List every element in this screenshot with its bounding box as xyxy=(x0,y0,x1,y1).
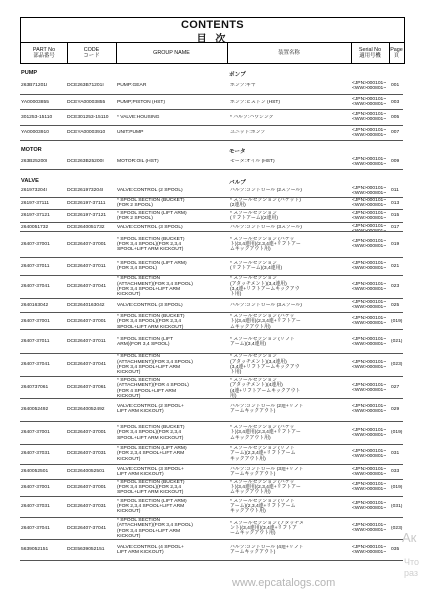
jp-name-cell: * スプールセクション (アタッチメント)(3,4連用) (3,4連+リフトアームキックアウ ト用) xyxy=(230,276,300,298)
group-name-cell: * SPOOL SECTION (BUCKET) (FOR 2 SPOOL) xyxy=(117,198,185,209)
table-row xyxy=(20,126,403,140)
page-cell: (019) xyxy=(391,484,403,490)
code-cell: DCE2640052501 xyxy=(67,469,105,475)
serial-cell: <JPN>000101~ <WW>000801~ xyxy=(352,239,387,250)
serial-cell: <JPN>000101~ <WW>000801~ xyxy=(352,261,387,272)
jp-name-cell: バルブ:コントロール (4連+リフト アームキックアウト) xyxy=(230,544,304,555)
jp-name-cell: * スプールセクション (バケッ ト)(3,4連用)(2,3,4連+リフトアー ムキックアウト用) xyxy=(230,425,301,441)
watermark-site: www.epcatalogs.com xyxy=(232,577,336,589)
table-row xyxy=(20,96,403,109)
page-cell: (019) xyxy=(391,430,403,436)
group-name-cell: VALVE:CONTROL (2 SPOOL+ LIFT ARM KICKOUT) xyxy=(117,404,184,415)
group-name-cell: * SPOOL SECTION (BUCKET) (FOR 3,4 SPOOL)(FOR 2,3,4 SPOOL+LIFT ARM KICKOUT) xyxy=(117,314,185,330)
group-name-cell: * VALVE:HOUSING xyxy=(117,114,160,120)
jp-name-cell: * スプールセクション (リフトアーム)(2連用) xyxy=(230,210,279,221)
group-name-cell: * SPOOL SECTION (BUCKET) (FOR 3,4 SPOOL)(FOR 2,3,4 SPOOL+LIFT ARM KICKOUT) xyxy=(117,425,185,441)
table-row xyxy=(20,232,403,257)
section-title-jp: ポンプ xyxy=(229,72,246,78)
code-cell: DCE2640163042 xyxy=(67,302,105,308)
group-name-cell: VALVE:CONTROL (3 SPOOL) xyxy=(117,224,183,230)
jp-name-cell: バルブ:コントロール (3連+リフト アームキックアウト) xyxy=(230,466,304,477)
code-cell: DCE263B71201I xyxy=(67,83,104,89)
table-row xyxy=(20,224,403,235)
jp-name-cell: バルブ:コントロール (2スプール) xyxy=(230,188,302,194)
jp-name-cell: * スプールセクション (リフト アーム)(2,3,4連+リフトアーム キックアウト用) xyxy=(230,498,296,515)
jp-name-cell: * スプールセクション (アタッチメント)(4連用) (4連+リフトアームキックアウト 用) xyxy=(230,378,301,399)
group-name-cell: MOTOR:OIL (HST) xyxy=(117,159,159,165)
serial-cell: <JPN>000101~ <WW>000801~ xyxy=(352,127,387,138)
code-cell: DCE26407-37001 xyxy=(67,241,107,247)
jp-name-cell: ポンプ:ピストン (HST) xyxy=(230,99,280,105)
page-cell: 017 xyxy=(391,224,400,230)
serial-cell: <JPN>000101~ <WW>000801~ xyxy=(352,523,387,534)
table-row xyxy=(20,258,403,275)
jp-name-cell: * スプールセクション (リフト アーム)(3,4連用) xyxy=(230,336,295,347)
code-cell: DCE26407-37031 xyxy=(67,451,107,457)
part-number-cell: 26407-37001 xyxy=(21,484,50,490)
group-name-cell: * SPOOL SECTION (LIFT ARM) (FOR 2,3,4 SPOOL+LIFT ARM KICKOUT) xyxy=(117,446,187,462)
row-divider xyxy=(20,560,403,561)
group-name-cell: UNIT:PUMP xyxy=(117,130,144,136)
title-box xyxy=(20,17,405,43)
code-cell: DCEYA00003855 xyxy=(67,99,106,105)
table-row xyxy=(20,78,403,94)
page-cell: 009 xyxy=(391,159,400,165)
code-cell: DCEYA00003910 xyxy=(67,130,106,136)
serial-cell: <JPN>000101~ <WW>000801~ xyxy=(352,466,387,477)
serial-cell: <JPN>000101~ <WW>000801~ xyxy=(352,185,387,196)
table-row xyxy=(20,110,403,125)
serial-cell: <JPN>000101~ <WW>000801~ xyxy=(352,427,387,438)
jp-name-cell: * スプールセクション (バケッ ト)(3,4連用)(2,3,4連+リフトアー ムキックアウト用) xyxy=(230,236,301,253)
serial-cell: <JPN>000101~ <WW>000801~ xyxy=(352,316,387,327)
group-name-cell: * SPOOL SECTION (LIFT ARM) (FOR 2,3,4 SPOOL+LIFT ARM KICKOUT) xyxy=(117,498,187,515)
part-number-cell: 2640051732 xyxy=(21,224,49,230)
code-cell: DCE26407-37061 xyxy=(67,385,107,391)
code-cell: DCE26407-37041 xyxy=(67,362,107,368)
table-row xyxy=(20,444,403,464)
part-number-cell: 26407-37031 xyxy=(21,503,50,509)
section-title-jp: モータ xyxy=(229,149,246,155)
table-row xyxy=(20,398,403,421)
group-name-cell: VALVE:CONTROL (3 SPOOL) xyxy=(117,302,183,308)
serial-cell: <JPN>000101~ <WW>000801~ xyxy=(352,544,387,555)
watermark-side-text-2: Что раз xyxy=(404,557,420,578)
table-row xyxy=(20,465,403,479)
page-cell: (021) xyxy=(391,339,403,345)
jp-name-cell: * スプールセクション (バケット) (2連用) xyxy=(230,198,301,209)
table-row xyxy=(20,378,403,398)
group-name-cell: * SPOOL SECTION (ATTACHMENT)(FOR 3,4 SPOOL) (FOR 3,4 SPOOL+LIFT ARM KICKOUT) xyxy=(117,518,193,539)
row-divider xyxy=(20,140,403,141)
jp-name-cell: バルブ:コントロール (3スプール) xyxy=(230,302,302,308)
part-number-cell: 2640163042 xyxy=(21,302,49,308)
part-number-cell: 26407-37041 xyxy=(21,525,50,531)
serial-cell: <JPN>000101~ <WW>000801~ xyxy=(352,281,387,292)
jp-name-cell: * スプールセクション (リフト アーム)(2,3,4連+リフトアーム キックアウト用) xyxy=(230,446,296,462)
code-cell: DCE26197-37121 xyxy=(67,213,107,219)
code-cell: DCE2640051732 xyxy=(67,224,105,230)
page-cell: 007 xyxy=(391,130,400,136)
jp-name-cell: * スプールセクション (アタッチメント)(3,4連用) (3,4連+リフトアームキックアウ ト用) xyxy=(230,354,300,376)
header-part-no: PART No 部品番号 xyxy=(32,46,56,59)
serial-cell: <JPN>000101~ <WW>000801~ xyxy=(352,156,387,167)
table-row xyxy=(20,540,403,560)
jp-name-cell: * バルブ:ハウジング xyxy=(230,114,274,120)
code-cell: DCE26407-37031 xyxy=(67,503,107,509)
jp-name-cell: バルブ:コントロール (2連+リフト アームキックアウト) xyxy=(230,404,304,415)
jp-name-cell: * スプールセクション (バケッ ト)(3,4連用)(2,3,4連+リフトアー ムキックアウト用) xyxy=(230,479,301,496)
group-name-cell: * SPOOL SECTION (ATTACHMENT)(FOR 4 SPOOL) (FOR 4 SPOOL+LIFT ARM KICKOUT) xyxy=(117,378,189,399)
page-cell: 011 xyxy=(391,188,399,194)
watermark-side-text: Ак xyxy=(402,530,417,545)
part-number-cell: 2640737061 xyxy=(21,385,49,391)
section-title-valve: VALVE xyxy=(21,178,39,184)
page-cell: 021 xyxy=(391,263,400,269)
row-divider xyxy=(20,94,403,95)
group-name-cell: PUMP;PISTON (HST) xyxy=(117,99,166,105)
part-number-cell: 26407-37001 xyxy=(21,318,50,324)
table-row xyxy=(20,422,403,444)
header-group-name: GROUP NAME xyxy=(153,49,190,56)
serial-cell: <JPN>000101~ <WW>000801~ xyxy=(352,112,387,123)
code-cell: DCE26407-37011 xyxy=(67,339,106,345)
part-number-cell: YA00003855 xyxy=(21,99,49,105)
header-jp-name: 装置名称 xyxy=(278,49,300,56)
row-divider xyxy=(20,312,403,313)
group-name-cell: VALVE:CONTROL (3 SPOOL+ LIFT ARM KICKOUT) xyxy=(117,466,184,477)
page-cell: 019 xyxy=(391,241,400,247)
part-number-cell: 301253-15110 xyxy=(21,114,53,120)
page-cell: 015 xyxy=(391,213,400,219)
part-number-cell: 26197-37121 xyxy=(21,213,50,219)
column-header-row xyxy=(20,42,405,64)
serial-cell: <JPN>000101~ <WW>000801~ xyxy=(352,210,387,221)
table-row xyxy=(20,518,403,539)
header-serial: Serial No 適用号機 xyxy=(358,46,382,59)
part-number-cell: 26197-37111 xyxy=(21,200,50,206)
header-code: CODE コード xyxy=(83,46,100,59)
page-cell: 031 xyxy=(391,451,400,457)
group-name-cell: * SPOOL SECTION (BUCKET) (FOR 3,4 SPOOL)(FOR 2,3,4 SPOOL+LIFT ARM KICKOUT) xyxy=(117,479,185,496)
serial-cell: <JPN>000101~ <WW>000801~ xyxy=(352,359,387,370)
table-row xyxy=(20,276,403,298)
page-cell: 035 xyxy=(391,547,400,553)
group-name-cell: PUMP:GEAR xyxy=(117,83,147,89)
table-row xyxy=(20,331,403,353)
page-cell: 023 xyxy=(391,284,400,290)
part-number-cell: 26407-37011 xyxy=(21,339,50,345)
serial-cell: <JPN>000101~ <WW>000801~ xyxy=(352,501,387,512)
part-number-cell: 26407-37011 xyxy=(21,263,50,269)
part-number-cell: 261973204I xyxy=(21,188,47,194)
jp-name-cell: ポンプ:ギヤ xyxy=(230,83,256,89)
jp-name-cell: * スプールセクション (リフトアーム)(3,4連用) xyxy=(230,261,283,272)
serial-cell: <JPN>000101~ <WW>000801~ xyxy=(352,198,387,209)
table-row xyxy=(20,354,403,376)
table-row xyxy=(20,314,403,329)
code-cell: DCE26407-37041 xyxy=(67,284,107,290)
jp-name-cell: * スプールセクション (バケッ ト)(3,4連用)(2,3,4連+リフトアー ムキックアウト用) xyxy=(230,314,301,330)
group-name-cell: * SPOOL SECTION (ATTACHMENT)(FOR 3,4 SPOOL) (FOR 3,4 SPOOL+LIFT ARM KICKOUT) xyxy=(117,276,193,298)
group-name-cell: VALVE:CONTROL (2 SPOOL) xyxy=(117,188,183,194)
part-number-cell: 263B25200I xyxy=(21,159,48,165)
section-title-jp: バルブ xyxy=(229,180,246,186)
jp-name-cell: * スプールセクション (アタッチメ ント)(3,4連用)(3,4連+リフトア ームキックアウト用) xyxy=(230,520,304,537)
page-cell: (019) xyxy=(391,318,403,324)
page-cell: (031) xyxy=(391,503,403,509)
table-row xyxy=(20,155,403,169)
row-divider xyxy=(20,169,403,170)
section-title-pump: PUMP xyxy=(21,70,38,76)
group-name-cell: VALVE:CONTROL (4 SPOOL+ LIFT ARM KICKOUT) xyxy=(117,544,184,555)
part-number-cell: 26407-37031 xyxy=(21,451,50,457)
section-title-motor: MOTOR xyxy=(21,147,42,153)
group-name-cell: * SPOOL SECTION (ATTACHMENT)(FOR 3,4 SPOOL) (FOR 3,4 SPOOL+LIFT ARM KICKOUT) xyxy=(117,354,193,376)
serial-cell: <JPN>000101~ <WW>000801~ xyxy=(352,336,387,347)
row-divider xyxy=(20,222,403,223)
part-number-cell: 26407-37001 xyxy=(21,241,50,247)
jp-name-cell: モータ:オイル (HST) xyxy=(230,159,275,165)
group-name-cell: * SPOOL SECTION (LIFT ARM) (FOR 3,4 SPOOL) xyxy=(117,261,187,272)
table-row xyxy=(20,198,403,209)
code-cell: DCE263B25200I xyxy=(67,159,104,165)
code-cell: DCE5639052151 xyxy=(67,547,105,553)
page-cell: 013 xyxy=(391,200,400,206)
page-cell: (023) xyxy=(391,362,403,368)
serial-cell: <JPN>000101~ <WW>000801~ xyxy=(352,482,387,493)
page-cell: 025 xyxy=(391,302,400,308)
table-row xyxy=(20,479,403,496)
part-number-cell: 2640052492 xyxy=(21,406,49,412)
page-cell: 033 xyxy=(391,469,400,475)
code-cell: DCE26407-37001 xyxy=(67,318,107,324)
serial-cell: <JPN>000101~ <WW>000801~ xyxy=(352,404,387,415)
table-row xyxy=(20,210,403,222)
code-cell: DCE261973204I xyxy=(67,188,104,194)
serial-cell: <JPN>000101~ <WW>000801~ xyxy=(352,224,387,235)
code-cell: DCE26407-37041 xyxy=(67,525,107,531)
header-page: Page 頁 xyxy=(390,46,403,59)
code-cell: DCE301253-15110 xyxy=(67,114,109,120)
part-number-cell: 26407-37001 xyxy=(21,430,50,436)
page-cell: 027 xyxy=(391,385,400,391)
serial-cell: <JPN>000101~ <WW>000801~ xyxy=(352,448,387,459)
page-cell: (023) xyxy=(391,525,403,531)
row-divider xyxy=(20,329,403,330)
serial-cell: <JPN>000101~ <WW>000801~ xyxy=(352,300,387,311)
part-number-cell: 26407-37041 xyxy=(21,284,50,290)
table-row xyxy=(20,299,403,312)
code-cell: DCE26407-37001 xyxy=(67,484,107,490)
code-cell: DCE2640052492 xyxy=(67,406,105,412)
jp-name-cell: バルブ:コントロール (3スプール) xyxy=(230,224,302,230)
part-number-cell: 2640052501 xyxy=(21,469,49,475)
row-divider xyxy=(20,376,403,377)
table-row xyxy=(20,496,403,517)
group-name-cell: * SPOOL SECTION (LIFT ARM)(FOR 3,4 SPOOL) xyxy=(117,336,174,347)
part-number-cell: YA00003910 xyxy=(21,130,49,136)
code-cell: DCE26407-37001 xyxy=(67,430,107,436)
group-name-cell: * SPOOL SECTION (BUCKET) (FOR 3,4 SPOOL)(FOR 2,3,4 SPOOL+LIFT ARM KICKOUT) xyxy=(117,236,185,253)
page-cell: 003 xyxy=(391,99,400,105)
part-number-cell: 263B71201I xyxy=(21,83,48,89)
code-cell: DCE26407-37011 xyxy=(67,263,106,269)
code-cell: DCE26197-37111 xyxy=(67,200,106,206)
part-number-cell: 5639052151 xyxy=(21,547,49,553)
group-name-cell: * SPOOL SECTION (LIFT ARM) (FOR 2 SPOOL) xyxy=(117,210,187,221)
page-cell: 029 xyxy=(391,406,400,412)
serial-cell: <JPN>000101~ <WW>000801~ xyxy=(352,382,387,393)
page-cell: 005 xyxy=(391,114,400,120)
page-cell: 001 xyxy=(391,83,400,89)
serial-cell: <JPN>000101~ <WW>000801~ xyxy=(352,80,387,91)
table-row xyxy=(20,185,403,197)
jp-name-cell: ユニット:ポンプ xyxy=(230,130,266,136)
title-japanese: 目 次 xyxy=(196,34,229,45)
title-english: CONTENTS xyxy=(181,19,244,31)
part-number-cell: 26407-37041 xyxy=(21,362,50,368)
serial-cell: <JPN>000101~ <WW>000801~ xyxy=(352,97,387,108)
